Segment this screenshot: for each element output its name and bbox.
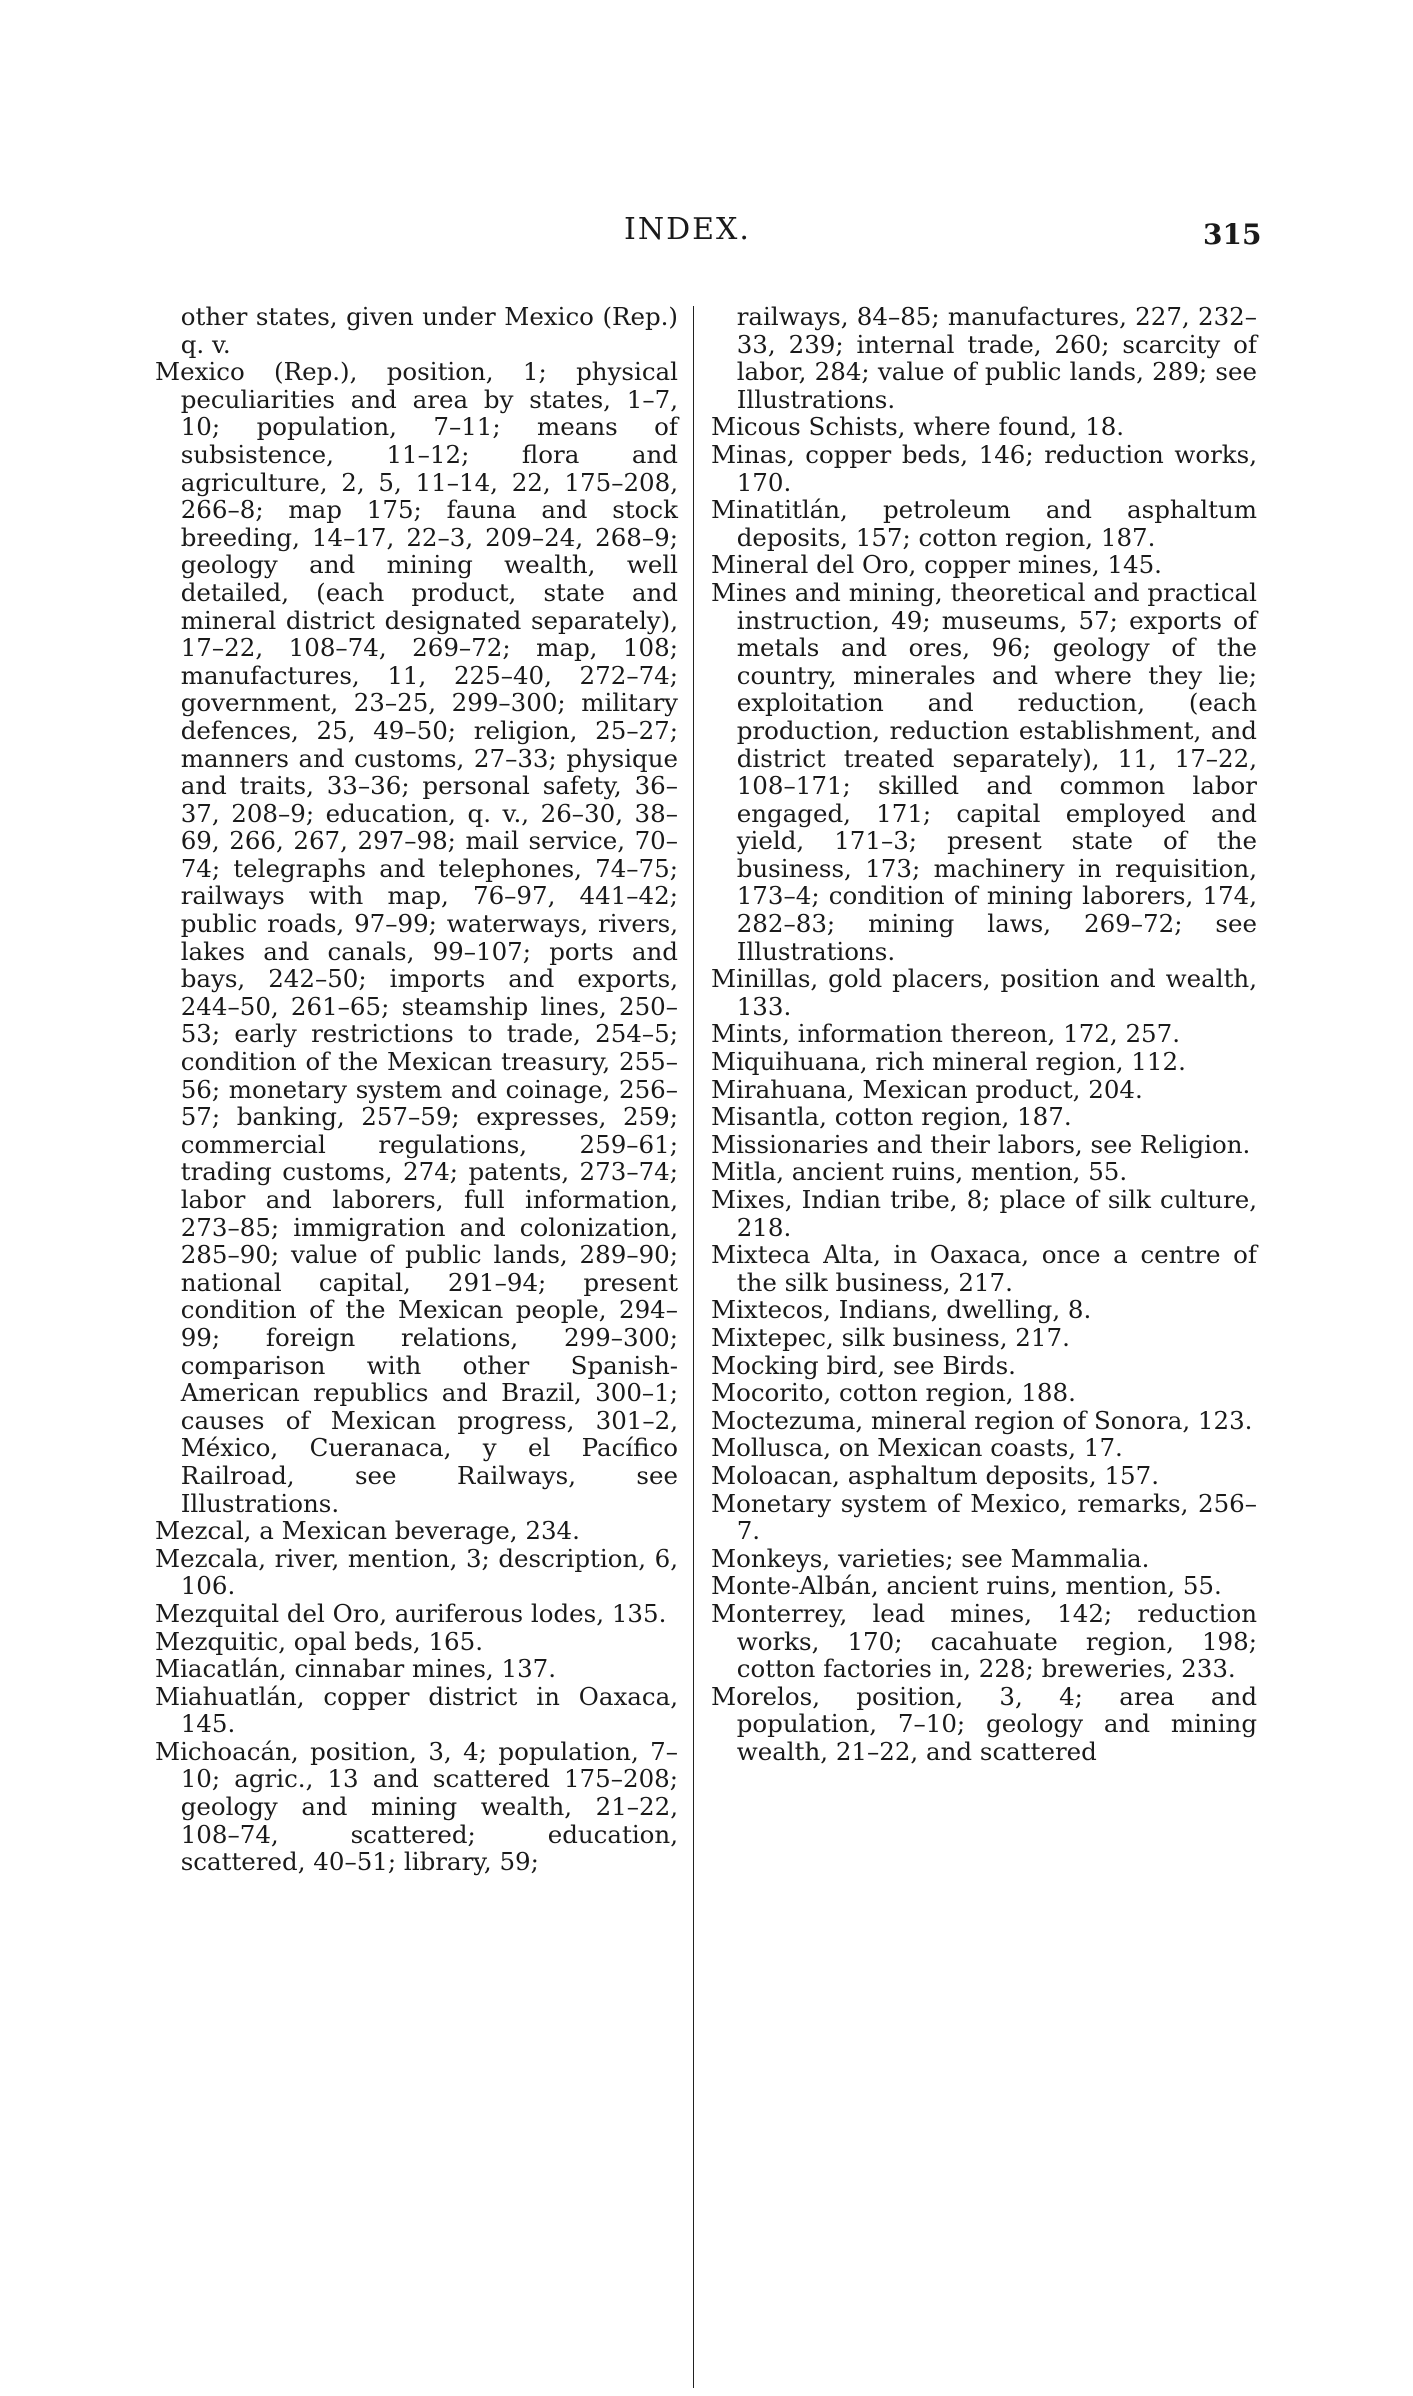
index-entry: Mixtepec, silk business, 217. (711, 1322, 1070, 1352)
index-entry: Miacatlán, cinnabar mines, 137. (155, 1654, 557, 1684)
index-entry: Miahuatlán, copper district in Oaxaca, 145. (155, 1681, 678, 1739)
index-column-left (155, 303, 678, 1876)
page-header (0, 212, 1413, 252)
index-entry: Mines and mining, theoretical and practical instruction, 49; museums, 57; exports of metals and ores, 96; geology of the country, minerales and where they lie; exploitation and reduction, (each production, reduction establishment, and district treated separately), 11, 17–22, 108–171; skilled and common labor engaged, 171; capital employed and yield, 171–3; present state of the business, 173; machinery in requisition, 173–4; condition of mining laborers, 174, 282–83; mining laws, 269–72; see Illustrations. (711, 577, 1257, 966)
index-entry: Mixteca Alta, in Oaxaca, once a centre of the silk business, 217. (711, 1240, 1257, 1297)
index-entry: Mezquital del Oro, auriferous lodes, 135. (155, 1598, 667, 1628)
index-entry: other states, given under Mexico (Rep.) q. v. (180, 302, 678, 359)
index-entry: Michoacán, position, 3, 4; population, 7–10; agric., 13 and scattered 175–208; geology and mining wealth, 21–22, 108–74, scattered; education, scattered, 40–51; library, 59; (155, 1736, 678, 1877)
index-entry: Minatitlán, petroleum and asphaltum deposits, 157; cotton region, 187. (711, 495, 1257, 552)
column-divider (693, 306, 694, 2388)
index-entry: railways, 84–85; manufactures, 227, 232–33, 239; internal trade, 260; scarcity of labor, 284; value of public lands, 289; see Illustrations. (736, 302, 1257, 414)
index-column-right (711, 303, 1257, 1765)
index-entry: Mezquitic, opal beds, 165. (155, 1626, 483, 1656)
index-entry: Mollusca, on Mexican coasts, 17. (711, 1433, 1123, 1463)
index-entry: Mineral del Oro, copper mines, 145. (711, 550, 1162, 580)
index-entry: Miquihuana, rich mineral region, 112. (711, 1047, 1186, 1077)
index-entry: Monte-Albán, ancient ruins, mention, 55. (711, 1571, 1222, 1601)
index-entry: Mocorito, cotton region, 188. (711, 1378, 1076, 1408)
index-entry: Mexico (Rep.), position, 1; physical peculiarities and area by states, 1–7, 10; population, 7–11; means of subsistence, 11–12; flora and agriculture, 2, 5, 11–14, 22, 175–208, 266–8; map 175; fauna and stock breeding, 14–17, 22–3, 209–24, 268–9; geology and mining wealth, well detailed, (each product, state and mineral district designated separately), 17–22, 108–74, 269–72; map, 108; manufactures, 11, 225–40, 272–74; government, 23–25, 299–300; military defences, 25, 49–50; religion, 25–27; manners and customs, 27–33; physique and traits, 33–36; personal safety, 36–37, 208–9; education, q. v., 26–30, 38–69, 266, 267, 297–98; mail service, 70–74; telegraphs and telephones, 74–75; railways with map, 76–97, 441–42; public roads, 97–99; waterways, rivers, lakes and canals, 99–107; ports and bays, 242–50; imports and exports, 244–50, 261–65; steamship lines, 250–53; early restrictions to trade, 254–5; condition of the Mexican treasury, 255–56; monetary system and coinage, 256–57; banking, 257–59; expresses, 259; commercial regulations, 259–61; trading customs, 274; patents, 273–74; labor and laborers, full information, 273–85; immigration and colonization, 285–90; value of public lands, 289–90; national capital, 291–94; present condition of the Mexican people, 294–99; foreign relations, 299–300; comparison with other Spanish-American republics and Brazil, 300–1; causes of Mexican progress, 301–2, México, Cueranaca, y el Pacífico Railroad, see Railways, see Illustrations. (155, 357, 678, 1518)
index-entry: Mixes, Indian tribe, 8; place of silk culture, 218. (711, 1185, 1257, 1242)
index-entry: Monetary system of Mexico, remarks, 256–7. (711, 1488, 1257, 1546)
page-number: 315 (1203, 218, 1262, 251)
index-entry: Moloacan, asphaltum deposits, 157. (711, 1460, 1160, 1490)
index-entry: Monterrey, lead mines, 142; reduction works, 170; cacahuate region, 198; cotton factories in, 228; breweries, 233. (711, 1598, 1257, 1684)
index-entry: Minas, copper beds, 146; reduction works, 170. (711, 439, 1257, 497)
index-entry: Mints, information thereon, 172, 257. (711, 1019, 1181, 1049)
index-entry: Misantla, cotton region, 187. (711, 1102, 1072, 1132)
index-entry: Moctezuma, mineral region of Sonora, 123. (711, 1405, 1253, 1435)
index-entry: Morelos, position, 3, 4; area and population, 7–10; geology and mining wealth, 21–22, and scattered (711, 1681, 1257, 1766)
index-entry: Mixtecos, Indians, dwelling, 8. (711, 1295, 1092, 1325)
running-head: INDEX. (624, 212, 751, 247)
index-entry: Missionaries and their labors, see Religion. (711, 1129, 1251, 1159)
index-entry: Monkeys, varieties; see Mammalia. (711, 1543, 1150, 1573)
index-entry: Mocking bird, see Birds. (711, 1350, 1016, 1380)
index-entry: Micous Schists, where found, 18. (711, 412, 1125, 442)
index-entry: Mirahuana, Mexican product, 204. (711, 1074, 1143, 1104)
index-entry: Mezcala, river, mention, 3; description, 6, 106. (155, 1543, 678, 1601)
index-entry: Mitla, ancient ruins, mention, 55. (711, 1157, 1128, 1187)
index-entry: Minillas, gold placers, position and wealth, 133. (711, 964, 1257, 1021)
index-entry: Mezcal, a Mexican beverage, 234. (155, 1516, 580, 1546)
